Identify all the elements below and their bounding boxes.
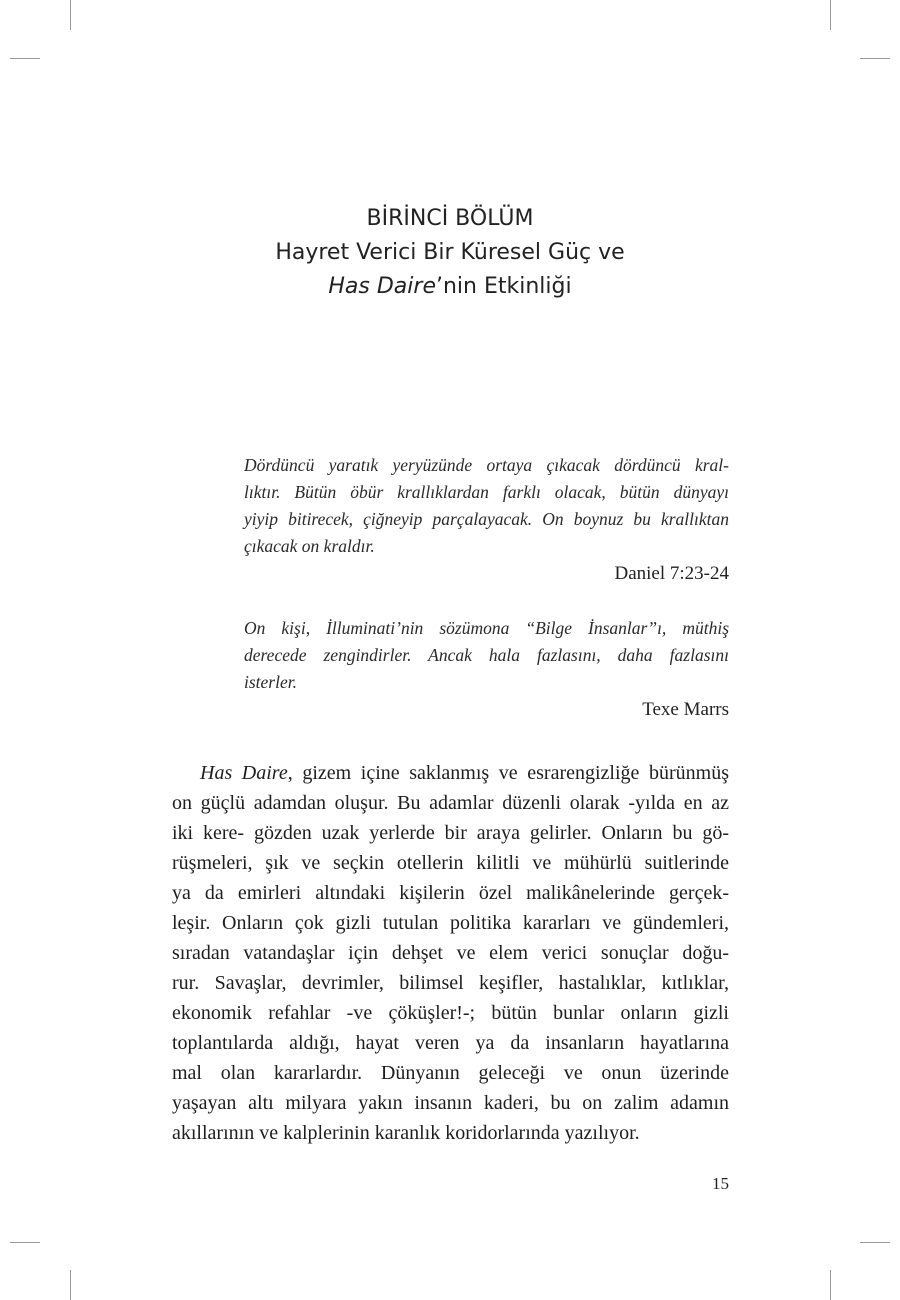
crop-mark <box>860 58 890 59</box>
body-line: rüşmeleri, şık ve seçkin otellerin kilitli ve mühürlü suitlerinde <box>172 852 729 874</box>
epigraph-line: derecede zengindirler. Ancak hala fazlasını, daha fazlasını <box>244 645 729 665</box>
epigraph-line: yiyip bitirecek, çiğneyip parçalayacak. On boynuz bu krallıktan <box>244 509 729 529</box>
chapter-subtitle-line-2 <box>200 270 700 304</box>
body-line: toplantılarda aldığı, hayat veren ya da insanların hayatlarına <box>172 1032 729 1054</box>
body-line: akıllarının ve kalplerinin karanlık koridorlarında yazılıyor. <box>172 1122 640 1144</box>
body-line: yaşayan altı milyara yakın insanın kaderi, bu on zalim adamın <box>172 1092 729 1114</box>
crop-mark <box>10 1242 40 1243</box>
body-line: iki kere- gözden uzak yerlerde bir araya gelirler. Onların bu gö- <box>172 822 729 844</box>
page-number: 15 <box>712 1174 729 1193</box>
body-line: ekonomik refahlar -ve çöküşler!-; bütün bunlar onların gizli <box>172 1002 729 1024</box>
crop-mark <box>10 58 40 59</box>
epigraph-source: Texe Marrs <box>642 699 729 720</box>
epigraph-source: Daniel 7:23-24 <box>614 563 729 584</box>
crop-mark <box>830 1270 831 1300</box>
epigraph-quote <box>244 452 729 560</box>
crop-mark <box>70 0 71 30</box>
body-line: ya da emirleri altındaki kişilerin özel malikânelerinde gerçek- <box>172 882 729 904</box>
epigraph-line: Dördüncü yaratık yeryüzünde ortaya çıkacak dördüncü kral- <box>244 455 729 475</box>
body-italic-term: Has Daire <box>200 762 288 784</box>
epigraph-quote <box>244 615 729 696</box>
body-line: mal olan kararlardır. Dünyanın geleceği ve onun üzerinde <box>172 1062 729 1084</box>
chapter-title: BİRİNCİ BÖLÜM <box>366 206 534 231</box>
epigraph-line: isterler. <box>244 672 297 692</box>
body-line-rest: , gizem içine saklanmış ve esrarengizliğe bürünmüş <box>287 762 729 784</box>
body-line: sıradan vatandaşlar için dehşet ve elem verici sonuçlar doğu- <box>172 942 729 964</box>
chapter-heading <box>200 202 700 304</box>
crop-mark <box>70 1270 71 1300</box>
chapter-subtitle-rest: ’nin Etkinliği <box>435 274 572 299</box>
crop-mark <box>830 0 831 30</box>
body-paragraph <box>172 758 729 1148</box>
epigraph-line: çıkacak on kraldır. <box>244 536 375 556</box>
epigraph-line: On kişi, İlluminati’nin sözümona “Bilge İnsanlar”ı, müthiş <box>244 618 729 638</box>
body-line <box>172 758 729 788</box>
chapter-subtitle-line-1: Hayret Verici Bir Küresel Güç ve <box>275 240 625 265</box>
body-line: on güçlü adamdan oluşur. Bu adamlar düzenli olarak -yılda en az <box>172 792 729 814</box>
body-line: leşir. Onların çok gizli tutulan politika kararları ve gündemleri, <box>172 912 729 934</box>
body-line: rur. Savaşlar, devrimler, bilimsel keşifler, hastalıklar, kıtlıklar, <box>172 972 729 994</box>
epigraph-line: lıktır. Bütün öbür krallıklardan farklı olacak, bütün dünyayı <box>244 482 729 502</box>
chapter-subtitle-italic: Has Daire <box>328 274 436 299</box>
crop-mark <box>860 1242 890 1243</box>
